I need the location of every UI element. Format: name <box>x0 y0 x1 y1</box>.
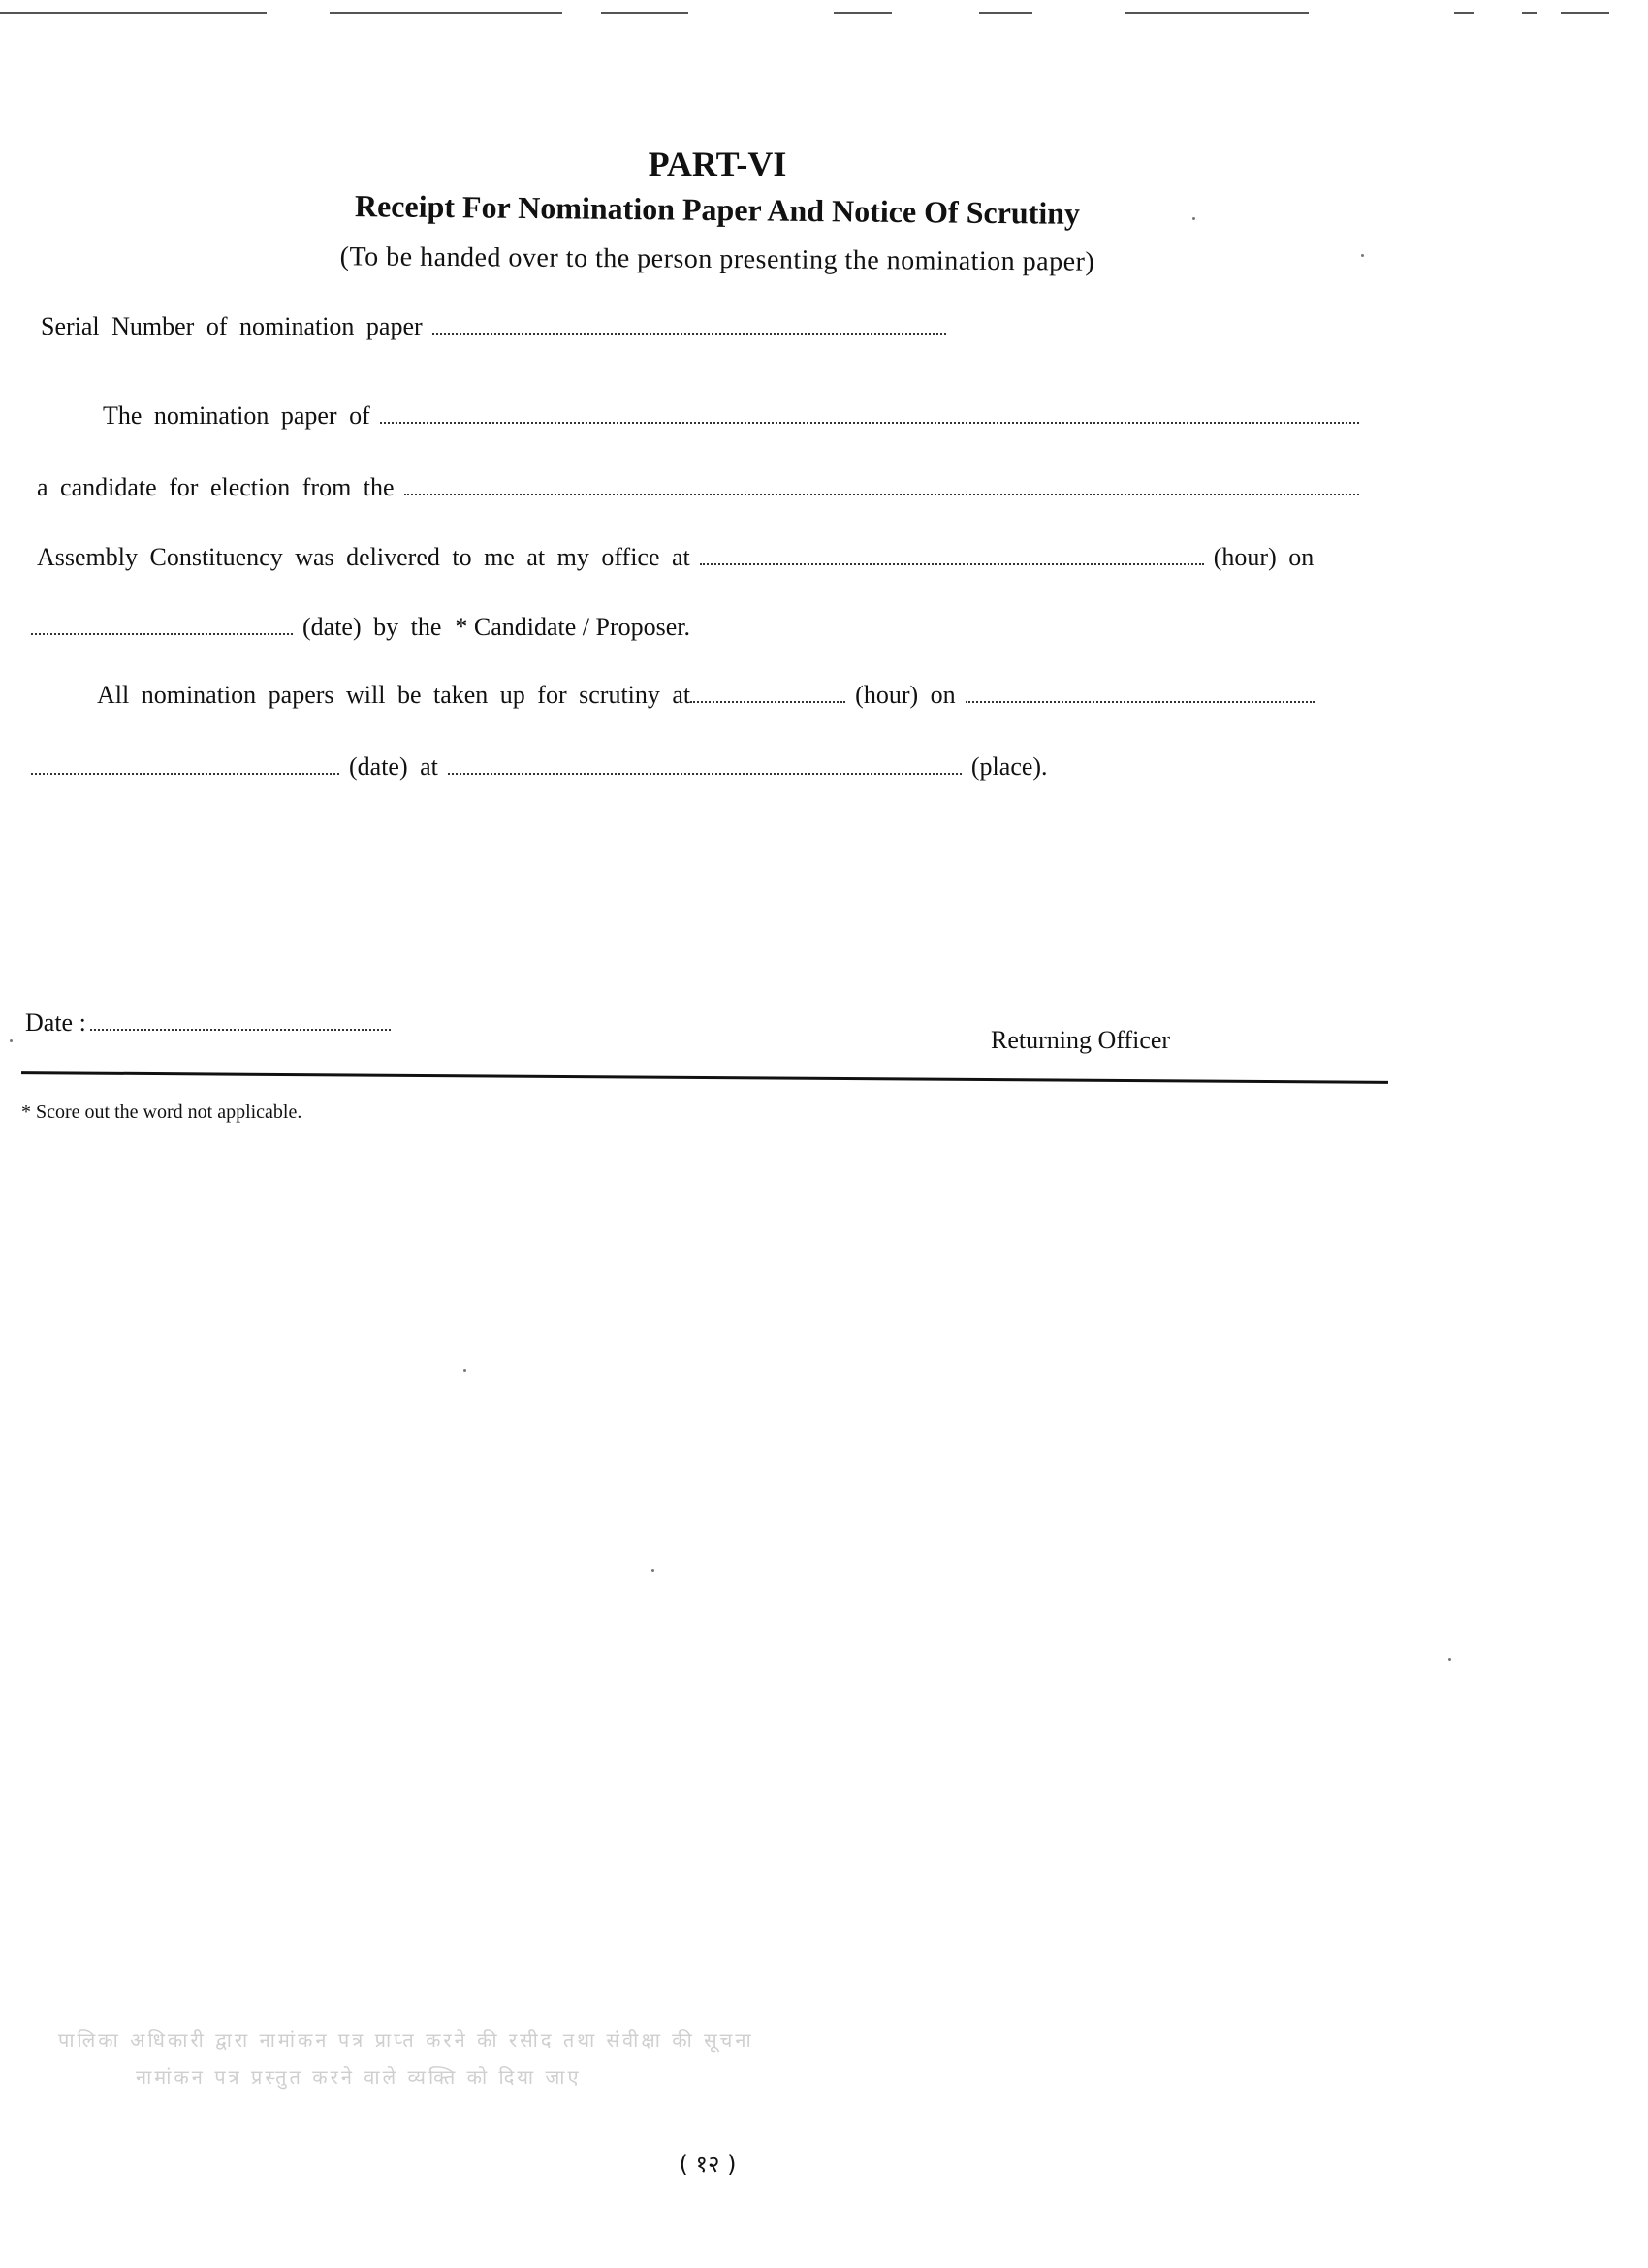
bleed-through-line: पालिका अधिकारी द्वारा नामांकन पत्र प्राप्त करने की रसीद तथा संवीक्षा की सूचना <box>58 2028 754 2052</box>
scan-speck <box>1448 1658 1451 1661</box>
scan-edge-line <box>1125 12 1309 14</box>
nomination-of-line <box>103 401 1369 431</box>
place-label: (place). <box>970 752 1048 781</box>
bleed-through-line: नामांकन पत्र प्रस्तुत करने वाले व्यक्ति को दिया जाए <box>136 2065 582 2089</box>
bleed-through-text <box>58 2022 1435 2095</box>
scrutiny-line <box>97 681 1324 710</box>
date-label: Date : <box>25 1008 86 1037</box>
page-number: ( १२ ) <box>679 2151 737 2178</box>
returning-officer-label: Returning Officer <box>991 1026 1171 1054</box>
serial-number-field[interactable] <box>432 315 946 335</box>
hour-on-label: (hour) on <box>1213 543 1315 571</box>
scrutiny-date-field[interactable] <box>31 755 339 775</box>
scan-speck <box>463 1369 466 1372</box>
scan-edge-line <box>330 12 562 14</box>
instruction-text: (To be handed over to the person presenting the nomination paper) <box>339 241 1095 277</box>
scrutiny-place-field[interactable] <box>448 755 962 775</box>
scan-edge-line <box>834 12 892 14</box>
serial-number-line <box>41 312 956 341</box>
date-field[interactable] <box>90 1011 391 1031</box>
scan-edge-line <box>601 12 688 14</box>
date-by-line <box>31 613 690 642</box>
candidate-from-line <box>37 473 1369 502</box>
date-at-label: (date) at <box>349 752 438 781</box>
delivery-hour-field[interactable] <box>700 546 1204 565</box>
serial-number-label: Serial Number of nomination paper <box>41 312 423 340</box>
scan-edge-line <box>1454 12 1474 14</box>
scan-speck <box>651 1569 654 1572</box>
scrutiny-place-line <box>31 752 1048 782</box>
nomination-of-label: The nomination paper of <box>103 401 370 430</box>
scan-edge-line <box>1561 12 1609 14</box>
constituency-field[interactable] <box>404 476 1359 495</box>
assembly-line <box>37 543 1314 572</box>
date-signature-line <box>25 1008 400 1038</box>
scrutiny-hour-field[interactable] <box>690 684 845 703</box>
scan-speck <box>1192 217 1195 220</box>
candidate-proposer-label: * Candidate / Proposer. <box>455 613 691 641</box>
scrutiny-hour-on-label: (hour) on <box>855 681 956 709</box>
document-title: Receipt For Nomination Paper And Notice Of Scrutiny <box>354 188 1081 231</box>
candidate-name-field[interactable] <box>380 404 1359 424</box>
scan-edge-line <box>1522 12 1537 14</box>
scan-speck <box>1361 254 1364 257</box>
divider-rule <box>21 1071 1388 1084</box>
returning-officer <box>991 1026 1170 1055</box>
part-heading: PART-VI <box>648 144 787 183</box>
footnote: * Score out the word not applicable. <box>21 1102 302 1123</box>
date-by-label: (date) by the <box>302 613 442 641</box>
delivery-date-field[interactable] <box>31 616 293 635</box>
scan-edge-line <box>0 12 267 14</box>
scrutiny-date-start-field[interactable] <box>966 684 1315 703</box>
scan-edge-line <box>979 12 1032 14</box>
scan-speck <box>10 1039 13 1042</box>
scrutiny-label: All nomination papers will be taken up for scrutiny at <box>97 681 691 709</box>
candidate-from-label: a candidate for election from the <box>37 473 395 501</box>
assembly-label: Assembly Constituency was delivered to me at my office at <box>37 543 690 571</box>
